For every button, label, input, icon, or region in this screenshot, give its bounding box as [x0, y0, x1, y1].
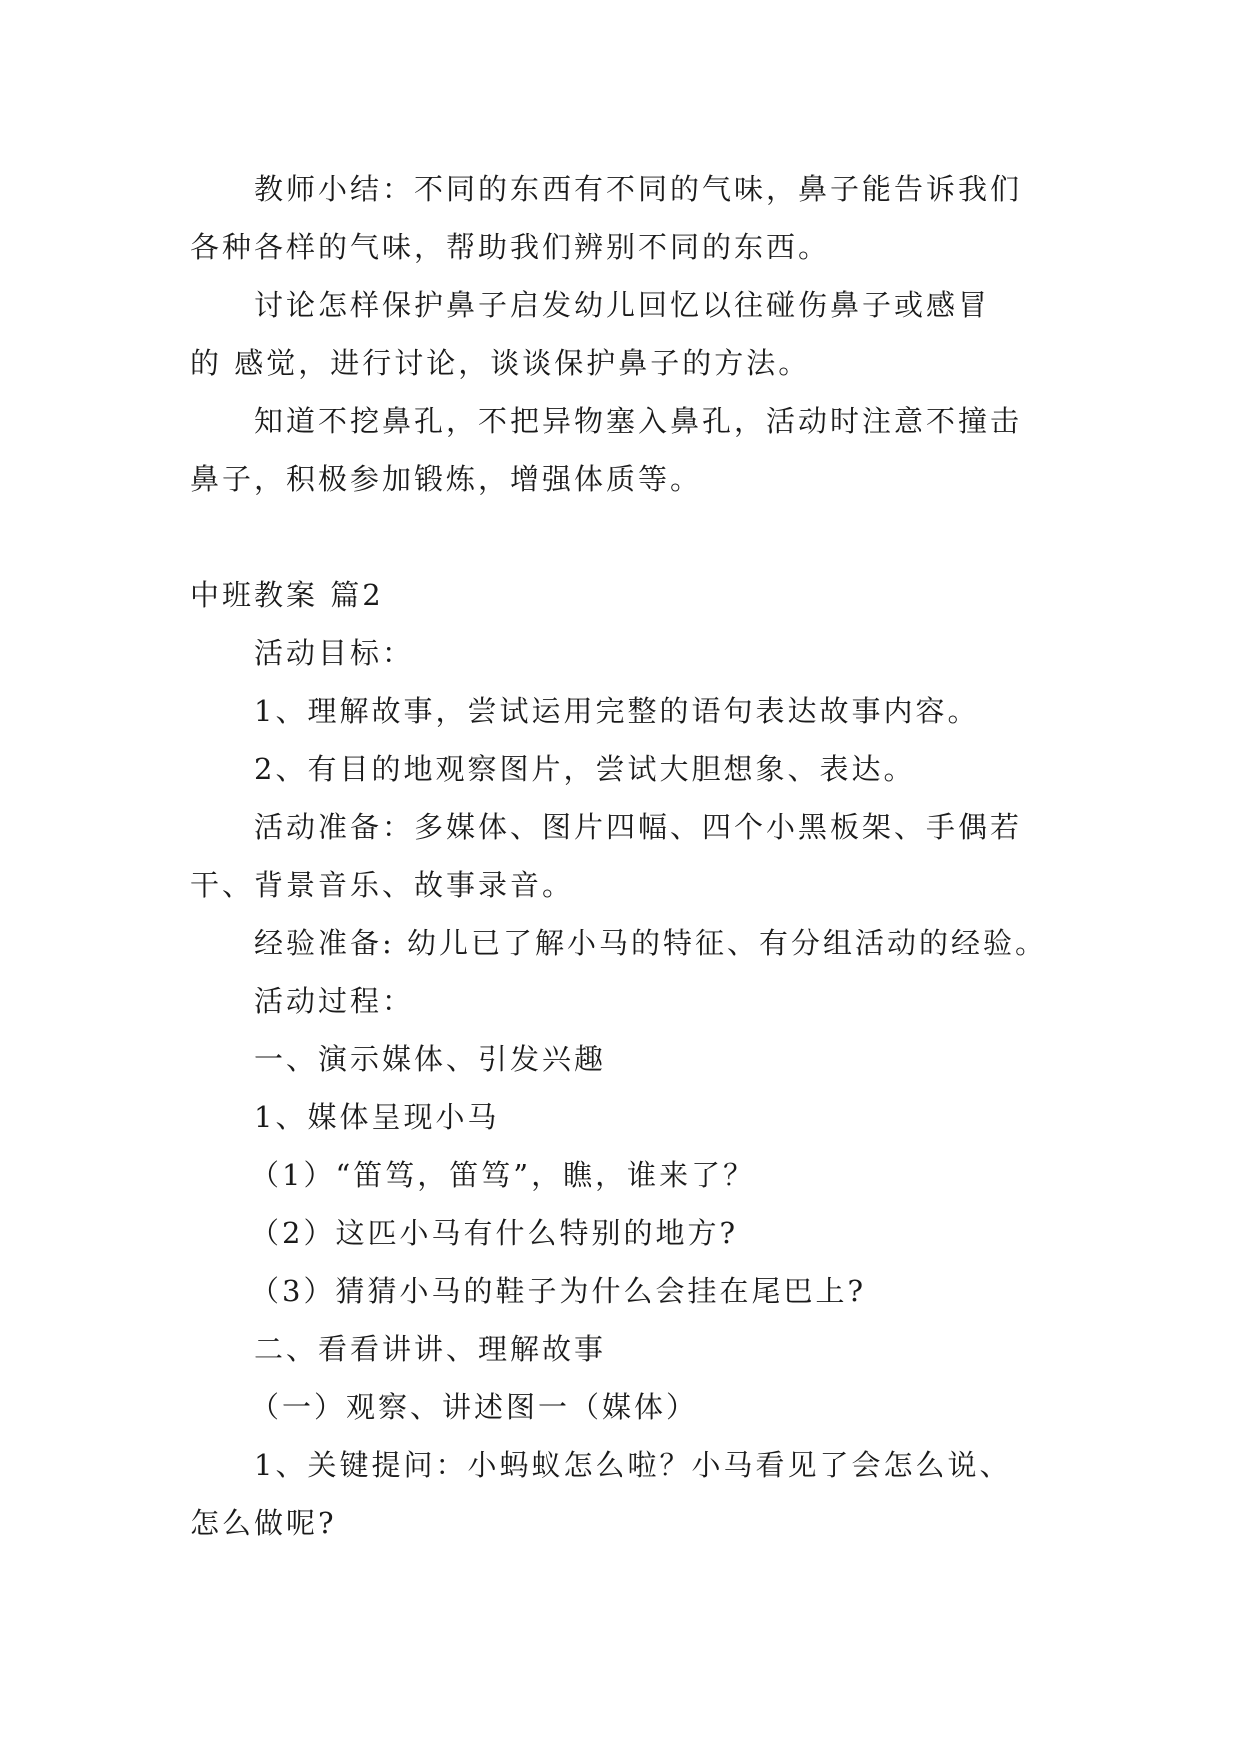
nose-care-continuation — [190, 450, 1060, 508]
text-line: 的 感觉，进行讨论，谈谈保护鼻子的方法。 — [190, 346, 811, 380]
goal-item-2: 2、有目的地观察图片，尝试大胆想象、表达。 — [254, 752, 916, 786]
lesson-plan-heading: 中班教案 篇2 — [190, 578, 384, 612]
document-content — [190, 160, 1060, 1552]
question-2: （2）这匹小马有什么特别的地方? — [250, 1216, 738, 1250]
question-3: （3）猜猜小马的鞋子为什么会挂在尾巴上? — [250, 1274, 866, 1308]
step-1-sub-1: 1、媒体呈现小马 — [254, 1100, 500, 1134]
text-line: 知道不挖鼻孔，不把异物塞入鼻孔，活动时注意不撞击 — [254, 404, 1023, 438]
text-line: 鼻子，积极参加锻炼，增强体质等。 — [190, 462, 703, 496]
step-2-sub-1: （一）观察、讲述图一（媒体） — [250, 1390, 699, 1424]
preparation-paragraph — [190, 798, 1060, 856]
text-line: 讨论怎样保护鼻子启发幼儿回忆以往碰伤鼻子或感冒 — [254, 288, 991, 322]
discussion-paragraph — [190, 276, 1060, 334]
discussion-continuation — [190, 334, 1060, 392]
process-title: 活动过程： — [254, 984, 415, 1018]
experience-preparation: 经验准备: 幼儿已了解小马的特征、有分组活动的经验。 — [254, 926, 1047, 960]
preparation-continuation — [190, 856, 1060, 914]
section-spacer — [190, 508, 1060, 566]
step-1-heading: 一、演示媒体、引发兴趣 — [254, 1042, 607, 1076]
key-question-continuation — [190, 1494, 1060, 1552]
goal-title: 活动目标： — [254, 636, 415, 670]
step-2-heading: 二、看看讲讲、理解故事 — [254, 1332, 607, 1366]
text-line: 怎么做呢? — [190, 1506, 337, 1540]
question-1: （1）“笛笃，笛笃”，瞧，谁来了？ — [250, 1158, 756, 1192]
teacher-summary-continuation — [190, 218, 1060, 276]
nose-care-paragraph — [190, 392, 1060, 450]
text-line: 教师小结：不同的东西有不同的气味，鼻子能告诉我们 — [254, 172, 1023, 206]
text-line: 1、关键提问：小蚂蚁怎么啦？小马看见了会怎么说、 — [254, 1448, 1012, 1482]
text-line: 各种各样的气味，帮助我们辨别不同的东西。 — [190, 230, 831, 264]
text-line: 活动准备：多媒体、图片四幅、四个小黑板架、手偶若 — [254, 810, 1023, 844]
goal-item-1: 1、理解故事，尝试运用完整的语句表达故事内容。 — [254, 694, 980, 728]
teacher-summary-paragraph — [190, 160, 1060, 218]
key-question-paragraph — [190, 1436, 1060, 1494]
text-line: 干、背景音乐、故事录音。 — [190, 868, 575, 902]
